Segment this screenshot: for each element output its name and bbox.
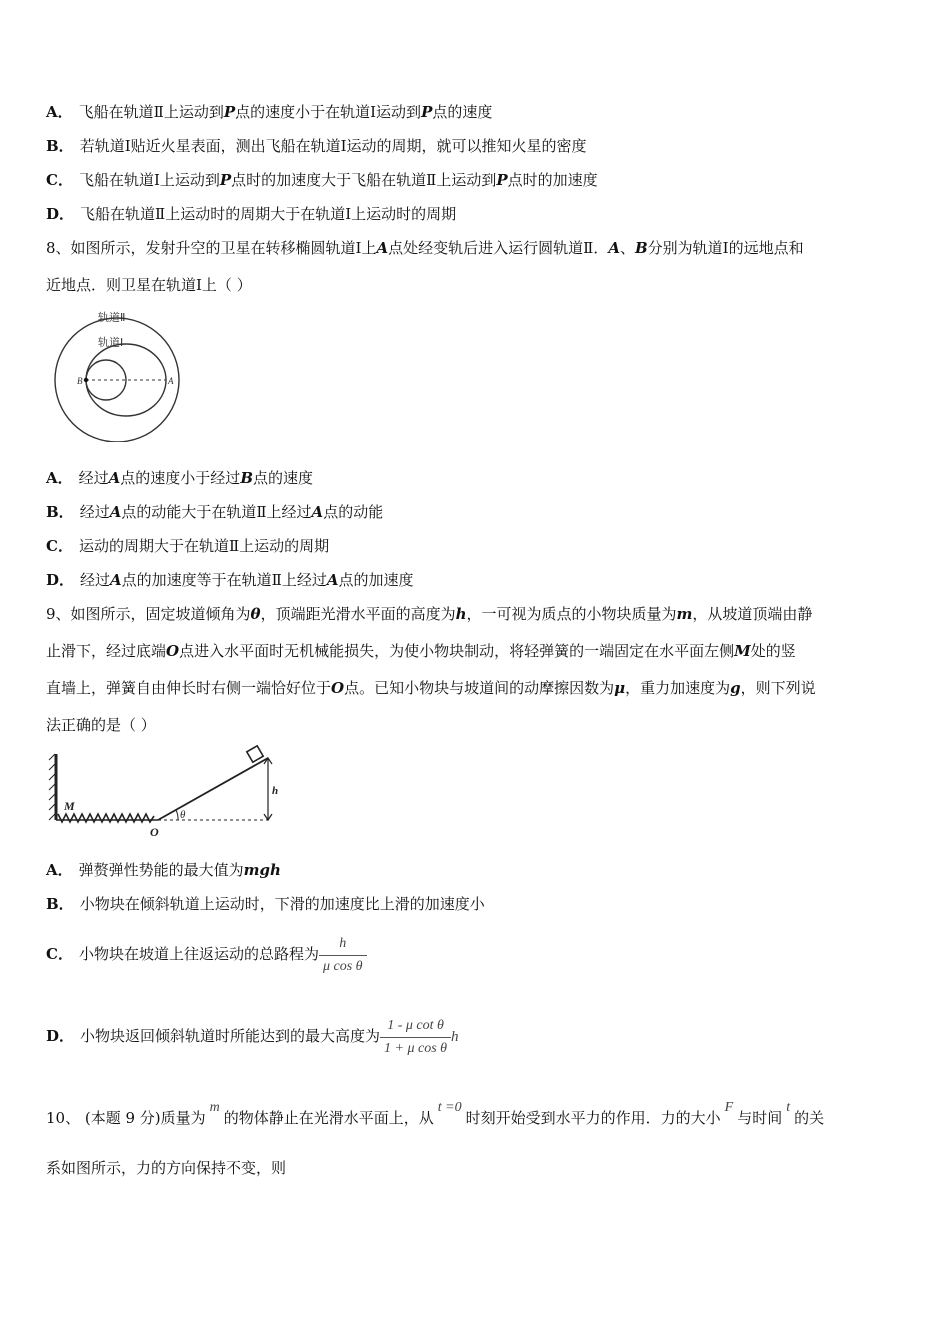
variable: P	[219, 171, 232, 189]
stem-text: ，顶端距光滑水平面的高度为	[260, 605, 456, 623]
q10-stem-line1	[46, 1100, 825, 1132]
variable: g	[730, 679, 741, 697]
option-letter: A．	[46, 861, 73, 879]
slope-line	[158, 758, 268, 820]
option-text: 经过	[78, 469, 109, 487]
option-letter: B．	[46, 503, 74, 521]
variable: P	[421, 103, 433, 121]
label-m: M	[64, 799, 75, 813]
option-text: 经过	[80, 571, 111, 589]
option-text: 点的速度小于在轨道Ⅰ运动到	[235, 103, 422, 121]
stem-text: 分别为轨道Ⅰ的远地点和	[647, 239, 804, 257]
spring-zigzag	[58, 814, 154, 822]
stem-text: 、	[619, 239, 635, 257]
variable: A	[109, 503, 122, 521]
variable: mgh	[243, 861, 281, 879]
variable: A	[311, 503, 324, 521]
label-theta: θ	[180, 809, 186, 821]
option-text: 点时的加速度大于飞船在轨道Ⅱ上运动到	[231, 171, 497, 189]
option-text: 点的加速度等于在轨道Ⅱ上经过	[121, 571, 327, 589]
option-text: 弹赘弹性势能的最大值为	[78, 861, 244, 879]
math-tail: h	[451, 1029, 459, 1045]
variable: m	[676, 605, 693, 623]
option-text: 点的动能大于在轨道Ⅱ上经过	[121, 503, 312, 521]
option-letter: C．	[46, 537, 73, 555]
fraction-denominator: 1 + μ cos θ	[384, 1040, 448, 1056]
option-letter: D．	[46, 205, 75, 223]
variable: B	[634, 239, 648, 257]
math-t: t	[786, 1100, 791, 1115]
point-b-dot	[84, 378, 88, 382]
stem-text: 与时间	[737, 1109, 783, 1127]
option-letter: D．	[46, 571, 75, 589]
stem-text: 点。已知小物块与坡道间的动摩擦因数为	[344, 679, 615, 697]
q8-option-b	[46, 502, 383, 522]
stem-text: 处的竖	[750, 642, 796, 660]
option-text: 小物块在坡道上往返运动的总路程为	[78, 945, 319, 963]
stem-text: ，一可视为质点的小物块质量为	[466, 605, 677, 623]
q9-option-c	[46, 930, 367, 978]
option-text: 飞船在轨道Ⅰ上运动到	[78, 171, 220, 189]
orbit-diagram	[46, 306, 196, 442]
fraction-numerator: h	[319, 933, 367, 956]
wall-hatching	[49, 754, 55, 820]
q10-stem-line2: 系如图所示，力的方向保持不变，则	[46, 1159, 287, 1177]
fraction-numerator: 1 - μ cot θ	[380, 1015, 451, 1038]
stem-text: 10、 (本题 9 分)质量为	[46, 1109, 206, 1127]
option-letter: C．	[46, 171, 73, 189]
label-b: B	[77, 376, 83, 386]
option-letter: B．	[46, 895, 74, 913]
option-text: 飞船在轨道Ⅱ上运动时的周期大于在轨道Ⅰ上运动时的周期	[80, 205, 457, 223]
math-m: m	[209, 1100, 220, 1115]
option-text: 若轨道Ⅰ贴近火星表面，测出飞船在轨道Ⅰ运动的周期，就可以推知火星的密度	[79, 137, 587, 155]
variable: O	[166, 642, 180, 660]
math-f: F	[724, 1100, 734, 1115]
option-text: 点的速度小于经过	[120, 469, 241, 487]
q7-option-b	[46, 136, 587, 156]
angle-arc	[176, 810, 178, 820]
variable: P	[223, 103, 236, 121]
option-text: 小物块在倾斜轨道上运动时，下滑的加速度比上滑的加速度小	[79, 895, 485, 913]
stem-text: 的物体静止在光滑水平面上，从	[223, 1109, 434, 1127]
option-letter: A．	[46, 103, 73, 121]
slope-spring-diagram	[46, 744, 286, 838]
stem-text: ，重力加速度为	[625, 679, 731, 697]
label-o: O	[150, 825, 159, 838]
stem-text: ，从坡道顶端由静	[692, 605, 813, 623]
variable: B	[240, 469, 253, 487]
option-text: 小物块返回倾斜轨道时所能达到的最大高度为	[80, 1027, 381, 1045]
q8-stem-line1	[46, 238, 804, 258]
stem-text: 9、如图所示，固定坡道倾角为	[46, 605, 251, 623]
stem-text: ，则下列说	[740, 679, 816, 697]
q9-stem-line4: 法正确的是（ ）	[46, 716, 156, 734]
q9-option-d	[46, 1012, 459, 1061]
q9-stem-line2	[46, 641, 796, 661]
option-letter: B．	[46, 137, 74, 155]
stem-text: 直墙上，弹簧自由伸长时右侧一端恰好位于	[46, 679, 332, 697]
q7-option-a	[46, 102, 492, 122]
variable: A	[326, 571, 339, 589]
q7-option-d	[46, 204, 456, 224]
option-letter: A．	[46, 469, 73, 487]
q9-stem-line1	[46, 604, 812, 624]
label-a: A	[168, 376, 174, 386]
variable: O	[331, 679, 345, 697]
label-h: h	[272, 785, 279, 797]
option-text: 点的动能	[323, 503, 384, 521]
q8-option-c	[46, 536, 329, 556]
option-text: 点的速度	[432, 103, 493, 121]
math-t0: t =0	[437, 1100, 462, 1115]
option-text: 经过	[79, 503, 110, 521]
q9-option-b	[46, 894, 485, 914]
q8-option-d	[46, 570, 414, 590]
variable: P	[496, 171, 508, 189]
variable: h	[455, 605, 467, 623]
option-text: 点的速度	[253, 469, 314, 487]
stem-text: 点进入水平面时无机械能损失，为使小物块制动，将轻弹簧的一端固定在水平面左侧	[179, 642, 735, 660]
stem-text: 点处经变轨后进入运行圆轨道Ⅱ．	[388, 239, 609, 257]
q8-stem-line2: 近地点．则卫星在轨道Ⅰ上（ ）	[46, 276, 252, 294]
variable: A	[110, 571, 122, 589]
option-letter: D．	[46, 1027, 75, 1045]
option-text: 点的加速度	[338, 571, 414, 589]
option-text: 飞船在轨道Ⅱ上运动到	[78, 103, 224, 121]
variable: μ	[614, 679, 626, 697]
variable: A	[608, 239, 620, 257]
variable: A	[376, 239, 389, 257]
q8-option-a	[46, 468, 313, 488]
stem-text: 的关	[794, 1109, 825, 1127]
fraction	[380, 1015, 451, 1060]
q9-stem-line3	[46, 678, 816, 698]
stem-text: 8、如图所示，发射升空的卫星在转移椭圆轨道Ⅰ上	[46, 239, 377, 257]
option-text: 运动的周期大于在轨道Ⅱ上运动的周期	[78, 537, 330, 555]
option-text: 点时的加速度	[507, 171, 598, 189]
option-letter: C．	[46, 945, 73, 963]
variable: θ	[250, 605, 261, 623]
label-orbit-ii: 轨道Ⅱ	[98, 312, 126, 324]
fraction	[319, 933, 367, 978]
block-rect	[247, 746, 263, 762]
fraction-denominator: μ cos θ	[322, 958, 363, 974]
q9-option-a	[46, 860, 281, 880]
stem-text: 时刻开始受到水平力的作用．力的大小	[465, 1109, 721, 1127]
variable: M	[734, 642, 751, 660]
variable: A	[108, 469, 121, 487]
label-orbit-i: 轨道Ⅰ	[98, 337, 124, 349]
q7-option-c	[46, 170, 598, 190]
stem-text: 止滑下，经过底端	[46, 642, 167, 660]
